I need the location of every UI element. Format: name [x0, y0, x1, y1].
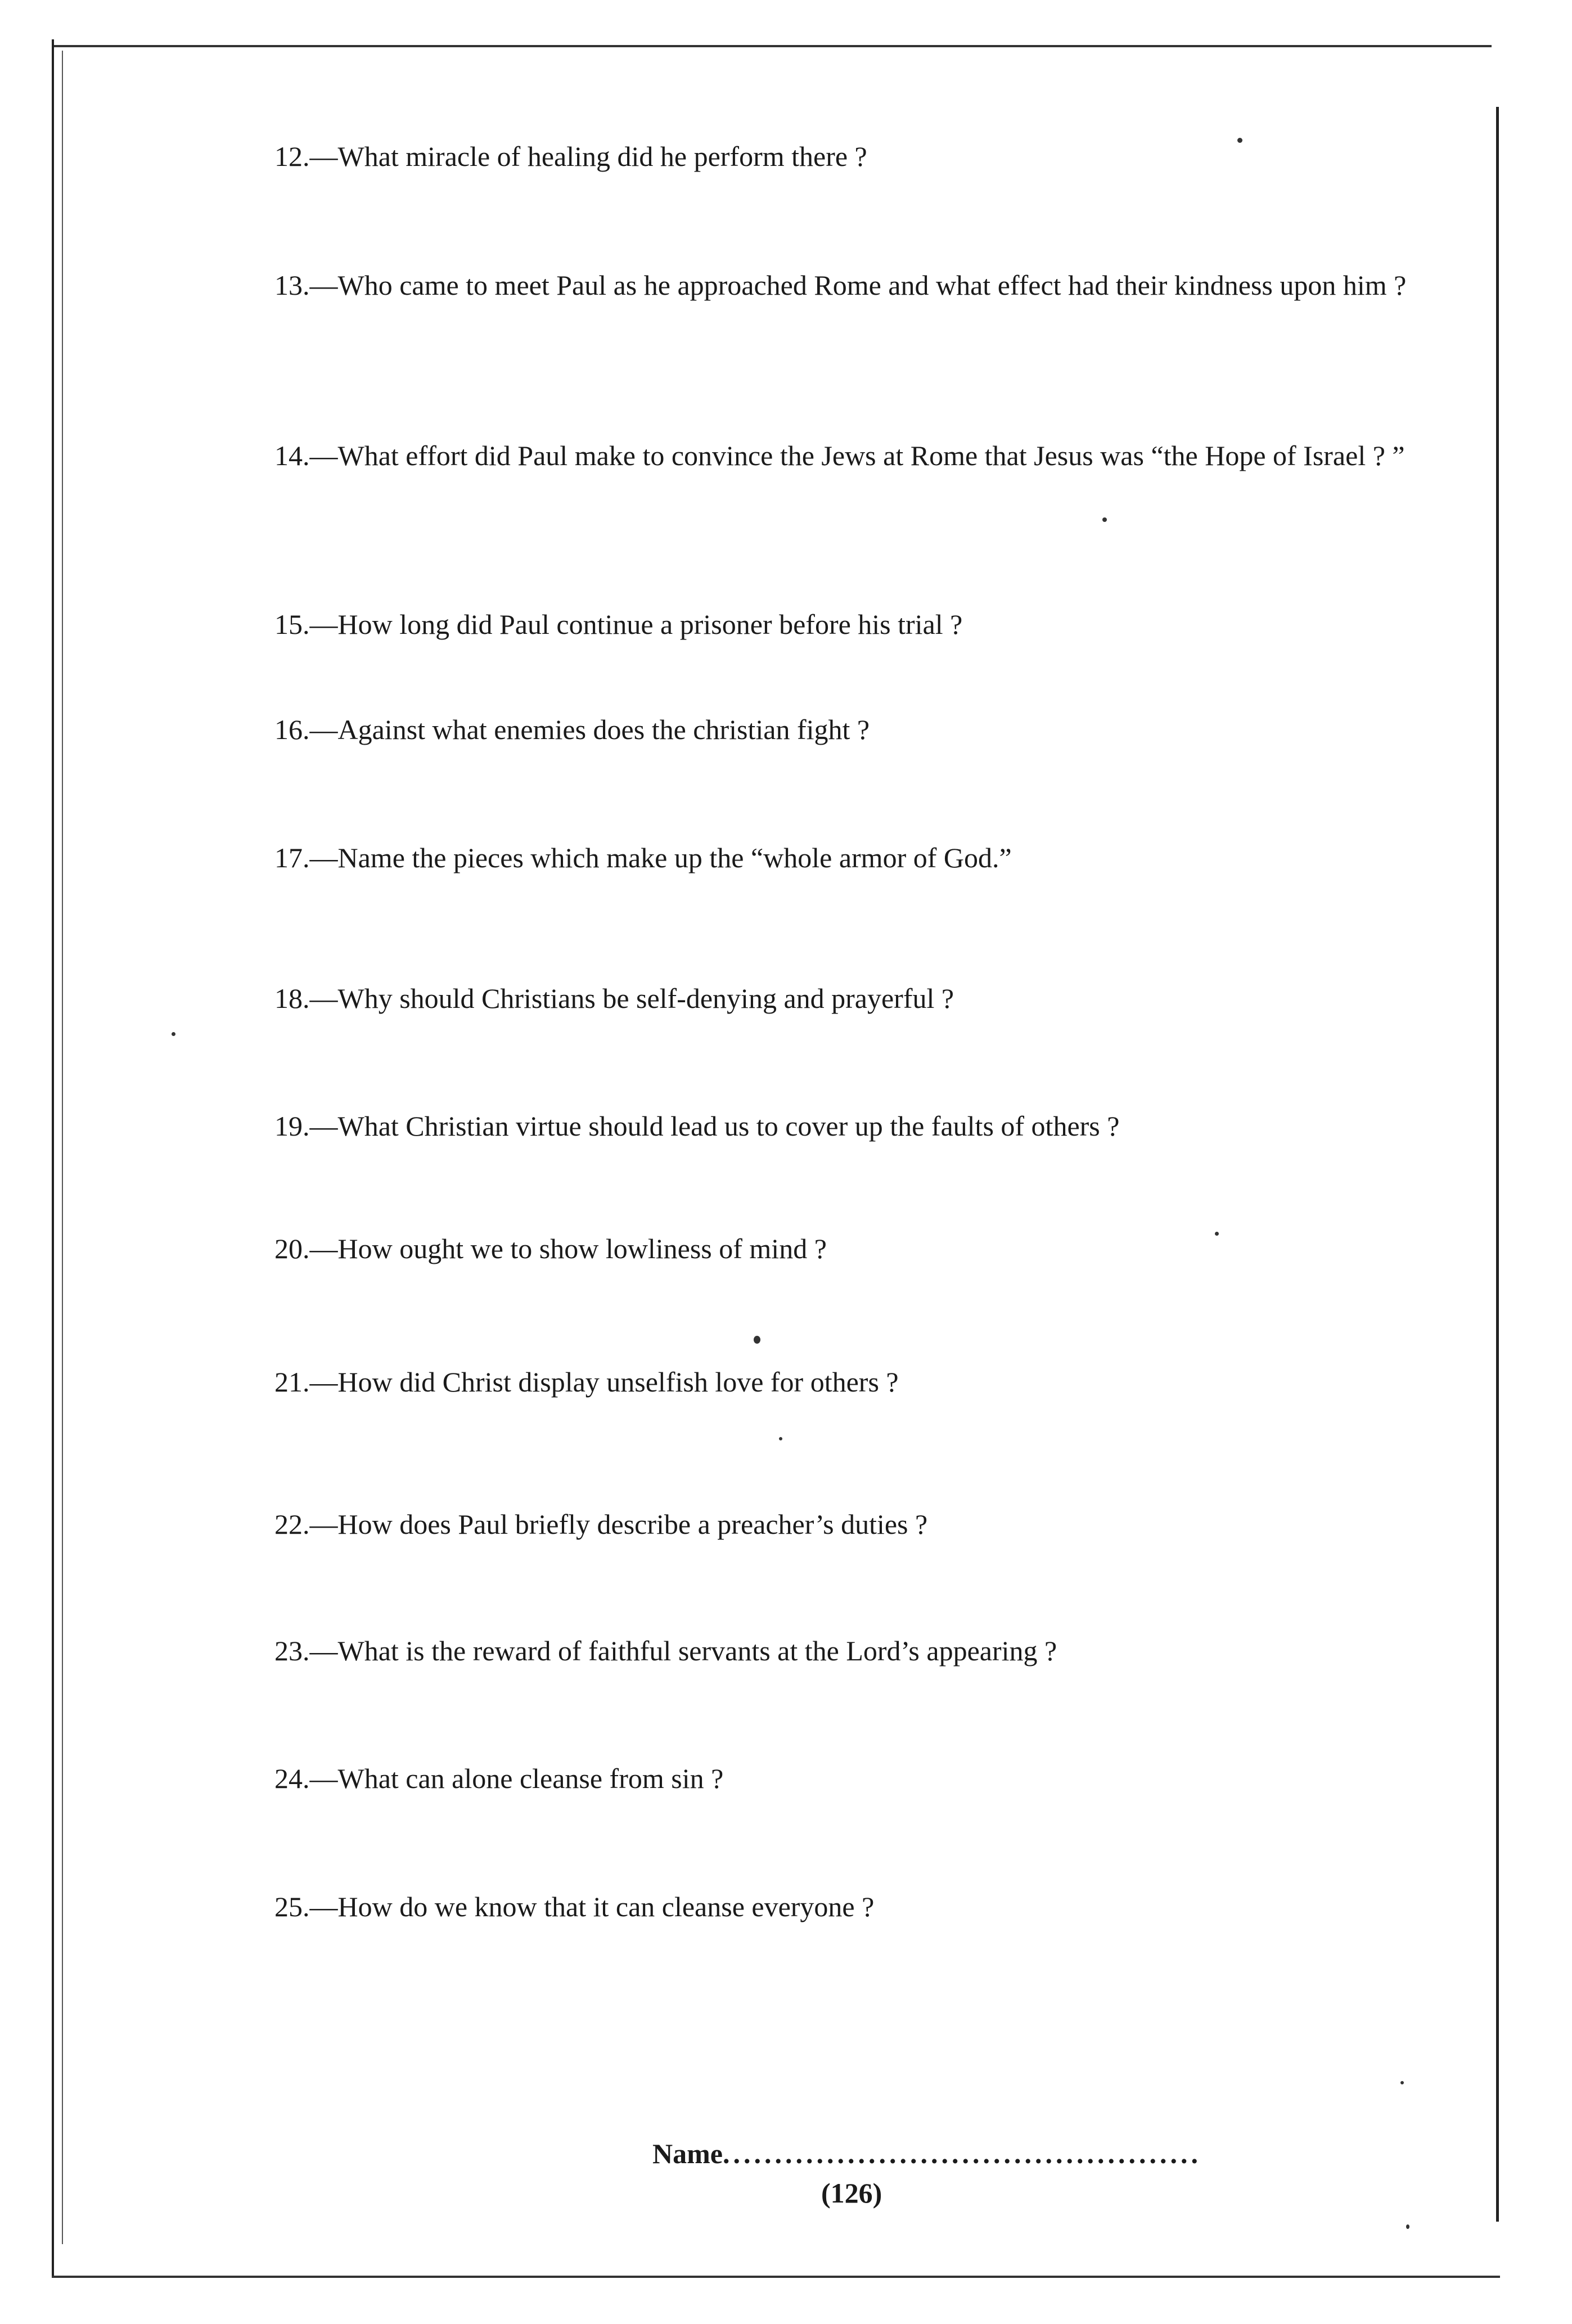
question-number: 21. [274, 1366, 310, 1398]
question-24 [274, 1760, 1478, 1796]
page-border-right [1496, 107, 1499, 2222]
question-text: —What can alone cleanse from sin ? [309, 1763, 724, 1794]
question-22 [274, 1506, 1478, 1542]
question-text: —What Christian virtue should lead us to cover up the faults of others ? [309, 1110, 1120, 1142]
question-17 [274, 840, 1478, 876]
question-text: —How did Christ display unselfish love for others ? [309, 1366, 899, 1398]
name-label: Name [652, 2138, 723, 2169]
question-text: —Who came to meet Paul as he approached Rome and what effect had their kindness upon him ? [309, 269, 1407, 301]
page-border-bottom [52, 2276, 1500, 2278]
question-text: —How ought we to show lowliness of mind ? [309, 1233, 827, 1264]
scan-speckle [172, 1032, 175, 1036]
question-number: 16. [274, 714, 310, 745]
question-text: —How does Paul briefly describe a preacher’s duties ? [309, 1508, 928, 1540]
scan-speckle [779, 1437, 782, 1440]
question-15 [274, 606, 1478, 642]
question-text: —How long did Paul continue a prisoner before his trial ? [309, 609, 963, 640]
question-number: 24. [274, 1763, 310, 1794]
question-20 [274, 1231, 1478, 1267]
question-text: —How do we know that it can cleanse everyone ? [309, 1891, 875, 1922]
question-16 [274, 711, 1478, 747]
name-field-line [652, 2137, 1468, 2170]
page-border-left [52, 39, 54, 2278]
page-number: (126) [821, 2177, 882, 2209]
page-border-top [52, 45, 1492, 47]
scan-speckle [1400, 2081, 1404, 2084]
question-text: —What effort did Paul make to convince the Jews at Rome that Jesus was “the Hope of Israel ? ” [309, 440, 1405, 471]
question-text: —What miracle of healing did he perform there ? [309, 141, 867, 172]
question-21 [274, 1364, 1478, 1400]
question-14 [274, 438, 1478, 474]
question-text: —What is the reward of faithful servants at the Lord’s appearing ? [309, 1635, 1057, 1667]
question-number: 19. [274, 1110, 310, 1142]
page-border-left-inner [62, 51, 63, 2244]
question-number: 20. [274, 1233, 310, 1264]
question-number: 25. [274, 1891, 310, 1922]
question-number: 23. [274, 1635, 310, 1667]
scan-speckle [1406, 2224, 1409, 2229]
question-23 [274, 1633, 1478, 1669]
question-number: 13. [274, 269, 310, 301]
scan-speckle [754, 1336, 760, 1344]
question-19 [274, 1108, 1478, 1144]
question-number: 22. [274, 1508, 310, 1540]
question-text: —Name the pieces which make up the “whole armor of God.” [309, 842, 1012, 873]
scan-speckle [1102, 517, 1107, 522]
question-18 [274, 980, 1478, 1016]
question-number: 15. [274, 609, 310, 640]
question-number: 12. [274, 141, 310, 172]
question-12 [274, 138, 1478, 174]
name-blank: .............................................. [722, 2138, 1201, 2169]
question-text: —Why should Christians be self-denying and prayerful ? [309, 983, 954, 1014]
question-25 [274, 1889, 1478, 1925]
question-number: 18. [274, 983, 310, 1014]
question-number: 14. [274, 440, 310, 471]
question-13 [274, 267, 1478, 303]
question-number: 17. [274, 842, 310, 873]
question-text: —Against what enemies does the christian fight ? [309, 714, 870, 745]
